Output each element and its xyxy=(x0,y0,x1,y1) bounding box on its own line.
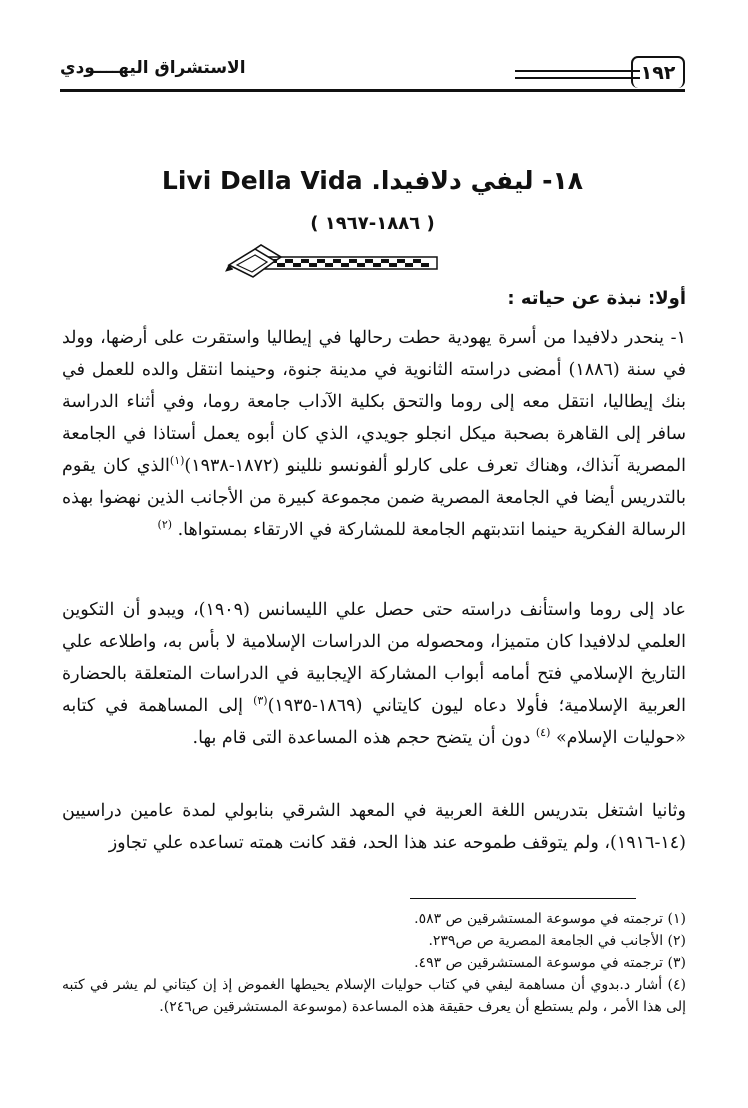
paragraph-text: إلى المساهمة في كتابه «حوليات الإسلام» xyxy=(62,696,686,748)
footnote-1: (١) ترجمته في موسوعة المستشرقين ص ٥٨٣. xyxy=(414,911,686,927)
footnote-separator xyxy=(410,898,636,899)
footnotes xyxy=(62,908,686,1018)
footnote-4: (٤) أشار د.بدوي أن مساهمة ليفي في كتاب حوليات الإسلام يحيطها الغموض إذ إن كيتاني لم يشر في كتبه إلى هذا الأمر ، ولم يستطع أن يعرف حقيقة هذه المساعدة (موسوعة المستشرقين ص٢٤٦). xyxy=(62,977,686,1015)
pen-and-checkered-rule-ornament-icon xyxy=(225,243,440,283)
header-title: الاستشراق اليهــــودي xyxy=(60,58,246,78)
paragraph-text: عاد إلى روما واستأنف دراسته حتى حصل علي الليسانس (١٩٠٩)، ويبدو أن التكوين العلمي لدلافيدا كان متميزا، ومحصوله من الدراسات الإسلامية لا بأس به، واطلاعه علي التاريخ الإسلامي فتح أمامه أبواب المشاركة الإيجابية في الدراسات المتعلقة بالحضارة العربية الإسلامية؛ فأولا دعاه ليون كايتاني (١٨٦٩-١٩٣٥) xyxy=(62,600,686,716)
footnote-ref-4[interactable]: (٤) xyxy=(535,726,551,740)
page-number: ١٩٢ xyxy=(631,56,685,88)
footnote-ref-2[interactable]: (٢) xyxy=(157,518,173,532)
footnote-ref-1[interactable]: (١) xyxy=(169,454,185,468)
footnote-ref-3[interactable]: (٣) xyxy=(253,694,268,708)
footnote-2: (٢) الأجانب في الجامعة المصرية ص ص٢٣٩. xyxy=(428,933,686,949)
paragraph-text: الذي كان يقوم بالتدريس أيضا في الجامعة المصرية ضمن مجموعة كبيرة من الأجانب الذين نهضوا بهذه الرسالة الفكرية حينما انتدبتهم الجامعة للمشاركة في الارتقاء بمستواها. xyxy=(62,456,686,540)
paragraph-text: ١- ينحدر دلافيدا من أسرة يهودية حطت رحالها في إيطاليا واستقرت على أرضها، وولد في سنة (١٨٨٦) أمضى دراسته الثانوية في مدينة جنوة، وحينما انتقل والده للعمل في بنك إيطاليا، انتقل معه إلى روما والتحق بكلية الآداب جامعة روما، وفي أثناء الدراسة سافر إلى القاهرة بصحبة ميكل انجلو جويدي، الذي كان أبوه يعمل أستاذا في الجامعة المصرية آنذاك، وهناك تعرف على كارلو ألفونسو نللينو (١٨٧٢-١٩٣٨) xyxy=(62,328,686,476)
header-rule xyxy=(60,89,685,92)
paragraph-1 xyxy=(62,322,686,546)
paragraph-2 xyxy=(62,594,686,754)
subheading: أولا: نبذة عن حياته : xyxy=(507,288,686,309)
running-header xyxy=(60,56,685,96)
section-dates: ( ١٨٨٦-١٩٦٧ ) xyxy=(310,213,435,234)
paragraph-text: دون أن يتضح حجم هذه المساعدة التى قام بها. xyxy=(192,728,536,748)
header-decorative-lines xyxy=(515,70,640,84)
section-title: ١٨- ليفي دلافيدا. Livi Della Vida xyxy=(161,166,584,195)
paragraph-3: وثانيا اشتغل بتدريس اللغة العربية في المعهد الشرقي بنابولي لمدة عامين دراسيين (١٤-١٩١٦)، ولم يتوقف طموحه عند هذا الحد، فقد كانت همته تساعده علي تجاوز xyxy=(62,801,686,853)
footnote-3: (٣) ترجمته في موسوعة المستشرقين ص ٤٩٣. xyxy=(414,955,686,971)
